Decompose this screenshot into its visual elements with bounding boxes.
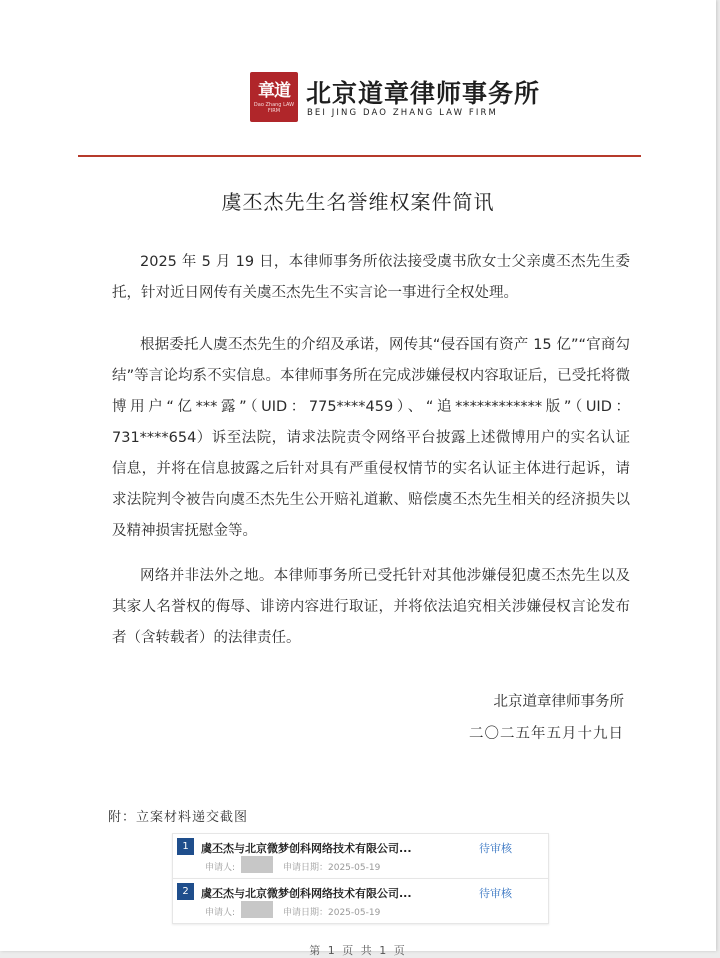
seal-subtext: Dao Zhang LAW FIRM xyxy=(253,102,295,114)
seal-text: 章道 xyxy=(258,81,290,101)
firm-name-chinese: 北京道章律师事务所 xyxy=(306,79,541,108)
case-card[interactable] xyxy=(172,878,549,924)
firm-name-english: BEI JING DAO ZHANG LAW FIRM xyxy=(307,108,498,118)
attachment-title: 附：立案材料递交截图 xyxy=(108,810,249,825)
signature-date: 二〇二五年五月十九日 xyxy=(469,726,624,742)
case-name[interactable]: 虞丕杰与北京微梦创科网络技术有限公司... xyxy=(201,842,412,855)
case-number-badge: 1 xyxy=(177,838,194,855)
signature-firm: 北京道章律师事务所 xyxy=(493,694,624,710)
page-footer: 第 1 页 共 1 页 xyxy=(309,944,407,957)
paragraph-2: 根据委托人虞丕杰先生的介绍及承诺，网传其“侵吞国有资产 15 亿”“官商勾结”等言论均系不实信息。本律师事务所在完成涉嫌侵权内容取证后，已受托将微博用户“亿***露”（UID：775****459）、“追************版”（UID：731****654）诉至法院，请求法院责令网络平台披露上述微博用户的实名认证信息，并将在信息披露之后针对具有严重侵权情节的实名认证主体进行起诉，请求法院判令被告向虞丕杰先生公开赔礼道歉、赔偿虞丕杰先生相关的经济损失以及精神损害抚慰金等。 xyxy=(112,337,630,539)
case-card[interactable] xyxy=(172,833,549,879)
case-status: 待审核 xyxy=(479,842,512,855)
case-name[interactable]: 虞丕杰与北京微梦创科网络技术有限公司... xyxy=(201,887,412,900)
case-status: 待审核 xyxy=(479,887,512,900)
applicant-label: 申请人: xyxy=(205,908,236,918)
applicant-label: 申请人: xyxy=(205,863,236,873)
firm-seal-logo xyxy=(250,72,298,122)
case-date: 申请日期：2025-05-19 xyxy=(283,908,381,918)
header-divider xyxy=(78,155,641,157)
letterhead xyxy=(250,72,541,124)
case-date: 申请日期：2025-05-19 xyxy=(283,863,381,873)
case-number-badge: 2 xyxy=(177,883,194,900)
paragraph-3: 网络并非法外之地。本律师事务所已受托针对其他涉嫌侵犯虞丕杰先生以及其家人名誉权的侮辱、诽谤内容进行取证，并将依法追究相关涉嫌侵权言论发布者（含转载者）的法律责任。 xyxy=(112,568,630,646)
document-title: 虞丕杰先生名誉维权案件简讯 xyxy=(221,190,495,214)
paragraph-1: 2025 年 5 月 19 日，本律师事务所依法接受虞书欣女士父亲虞丕杰先生委托，针对近日网传有关虞丕杰先生不实言论一事进行全权处理。 xyxy=(112,254,630,301)
redacted-applicant xyxy=(241,901,273,918)
redacted-applicant xyxy=(241,856,273,873)
